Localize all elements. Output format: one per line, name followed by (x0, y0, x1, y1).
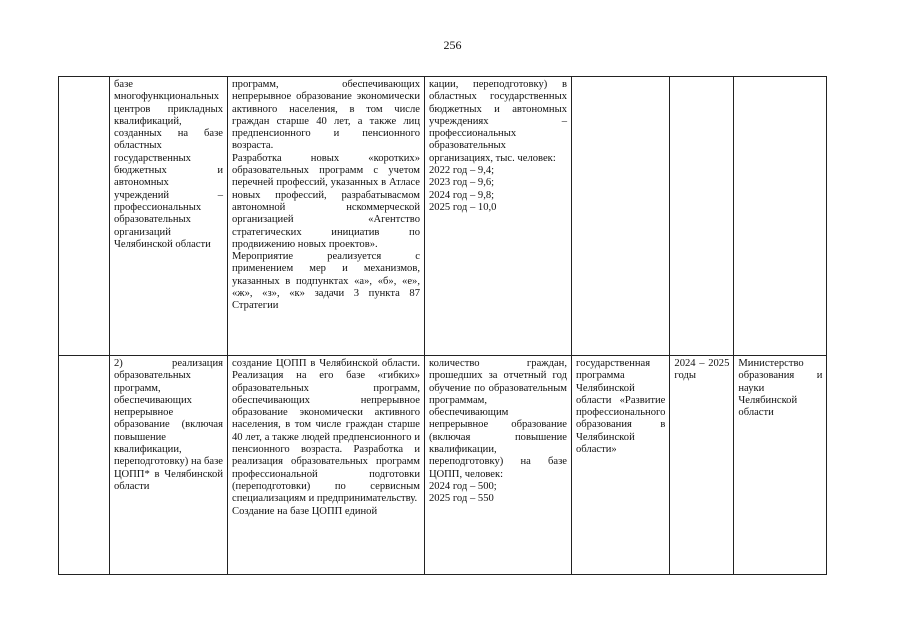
program-cell (572, 77, 670, 356)
indicator-cell (425, 356, 572, 575)
indicator-value: 2024 год – 500; (429, 480, 497, 492)
indicator-cell (425, 77, 572, 356)
description-cell (228, 77, 425, 356)
executor-cell (734, 77, 827, 356)
description-paragraph: Разработка новых «коротких» образовательных программ с учетом перечней профессий, указанных в Атласе новых профессий, разрабатывасмом автономной нскоммерческой организацией «Агентство стратегических инициатив по продвижению новых проектов». (232, 152, 420, 250)
indicator-value: 2025 год – 550 (429, 493, 494, 505)
measure-cell (110, 77, 228, 356)
period-text: 2024 – 2025 годы (674, 358, 730, 382)
description-paragraph: Мероприятие реализуется с применением мер и механизмов, указанных в подпунктах «а», «б», «е», «ж», «з», «к» задачи 3 пункта 87 Стратегии (232, 251, 420, 312)
indicator-value: 2023 год – 9,6; (429, 177, 495, 189)
measure-cell (110, 356, 228, 575)
number-cell (59, 356, 110, 575)
indicator-text: количество граждан, прошедших за отчетный год обучение по образовательным программам, обеспечивающим непрерывное образование (включая повышение квалификации, переподготовку) на базе ЦОПП, человек: (429, 358, 567, 480)
program-text: государственная программа Челябинской области «Развитие профессионального образования в Челябинской области» (576, 358, 666, 456)
indicator-value: 2024 год – 9,8; (429, 189, 495, 201)
executor-text: Министерство образования и науки Челябинской области (738, 358, 823, 419)
description-paragraph: программ, обеспечивающих непрерывное образование экономически активного населения, в том числе граждан старше 40 лет, а также лиц предпенсионного и пенсионного возраста. (232, 79, 420, 152)
executor-cell (734, 356, 827, 575)
program-cell (572, 356, 670, 575)
description-cell (228, 356, 425, 575)
table-row (59, 356, 827, 575)
table-row (59, 77, 827, 356)
page-number: 256 (443, 38, 462, 52)
number-cell (59, 77, 110, 356)
period-cell (670, 356, 734, 575)
indicator-value: 2022 год – 9,4; (429, 165, 495, 177)
measure-text: 2) реализация образовательных программ, обеспечивающих непрерывное образование (включая повышение квалификации, переподготовку) на базе ЦОПП* в Челябинской области (114, 358, 223, 492)
indicator-text: кации, переподготовку) в областных государственных бюджетных и автономных учреждениях – профессиональных образовательных организациях, тыс. человек: (429, 79, 567, 164)
description-paragraph: Создание на базе ЦОПП единой (232, 505, 378, 517)
measure-text: базе многофункциональных центров прикладных квалификаций, созданных на базе областных государственных бюджетных и автономных учреждений – профессиональных образовательных организаций Челябинской области (114, 79, 223, 250)
description-paragraph: создание ЦОПП в Челябинской области. Реализация на его базе «гибких» образовательных программ, обеспечивающих непрерывное образование экономически активного населения, в том числе граждан старше 40 лет, а также людей предпенсионного и пенсионного возраста. Разработка и реализация образовательных программ профессиональной подготовки (переподготовки) по сервисным специализациям и предпринимательству. (232, 358, 420, 505)
measures-table (58, 76, 827, 575)
period-cell (670, 77, 734, 356)
indicator-value: 2025 год – 10,0 (429, 201, 497, 213)
